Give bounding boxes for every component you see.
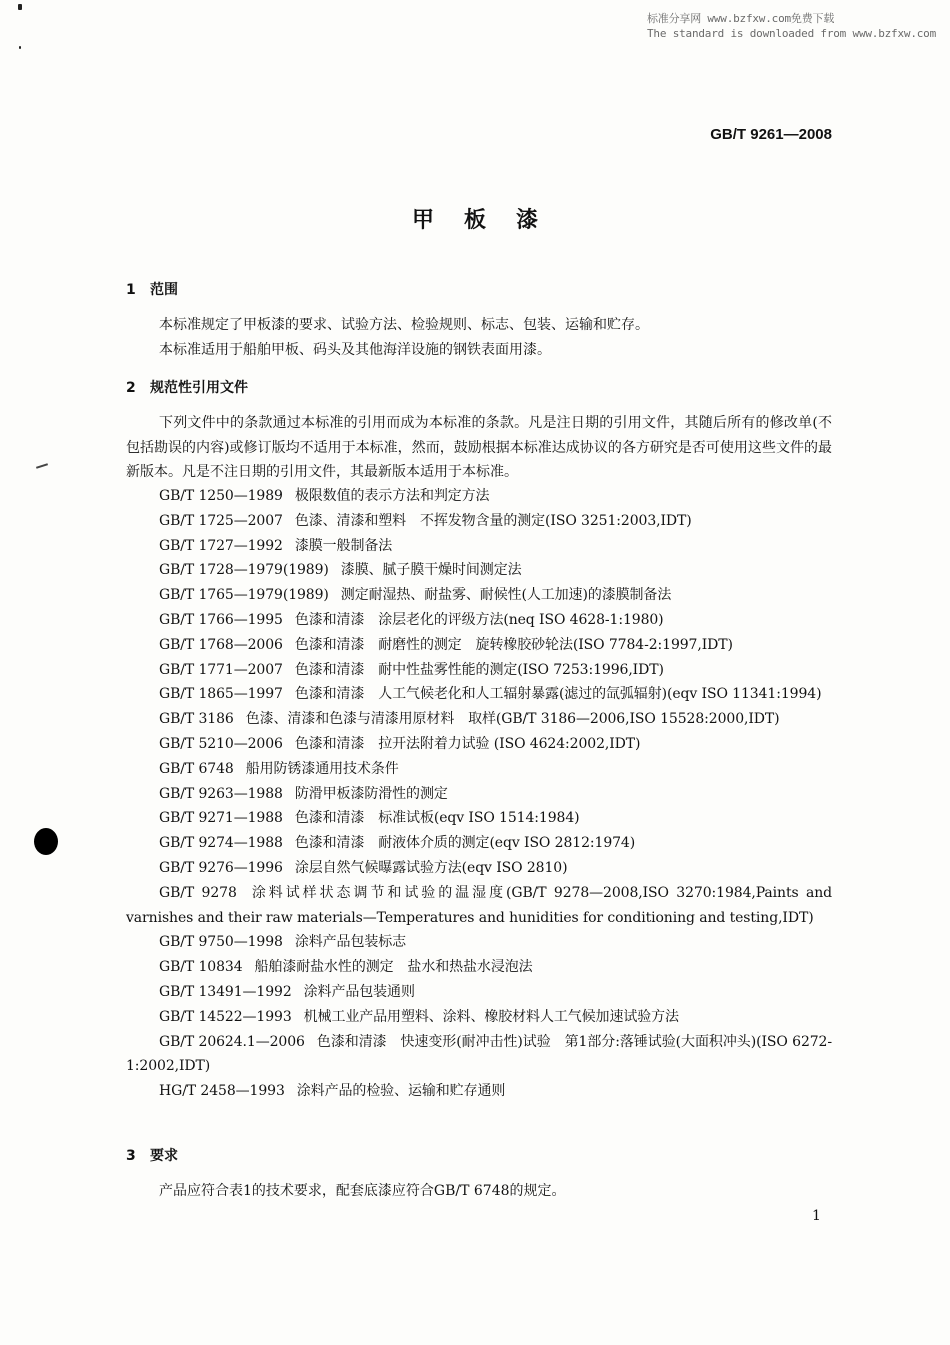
reference-title: 色漆和清漆 耐中性盐雾性能的测定(ISO 7253:1996,IDT)	[294, 661, 664, 678]
reference-item	[126, 1079, 832, 1104]
reference-code: GB/T 14522—1993	[159, 1008, 292, 1025]
reference-code: GB/T 1727—1992	[159, 537, 283, 554]
reference-item	[126, 955, 832, 980]
watermark	[647, 11, 937, 41]
reference-code: GB/T 9271—1988	[159, 810, 283, 827]
reference-code: GB/T 1250—1989	[159, 488, 283, 504]
reference-title: 漆膜、腻子膜干燥时间测定法	[340, 562, 522, 579]
reference-code: GB/T 10834	[159, 959, 243, 976]
reference-code: GB/T 6748	[159, 760, 234, 777]
section-3-paragraph: 产品应符合表1的技术要求，配套底漆应符合GB/T 6748的规定。	[159, 1183, 566, 1199]
reference-title: 涂料产品包装标志	[294, 934, 407, 951]
reference-code: GB/T 9276—1996	[159, 859, 283, 876]
reference-code: GB/T 9274—1988	[159, 835, 283, 852]
section-1-paragraph: 本标准适用于船舶甲板、码头及其他海洋设施的钢铁表面用漆。	[159, 342, 551, 358]
binding-hole	[34, 828, 58, 855]
reference-code: HG/T 2458—1993	[159, 1083, 285, 1100]
reference-item	[126, 881, 832, 931]
reference-code: GB/T 3186	[159, 711, 234, 728]
reference-item	[126, 980, 832, 1005]
section-1-paragraph: 本标准规定了甲板漆的要求、试验方法、检验规则、标志、包装、运输和贮存。	[159, 317, 649, 333]
reference-code: GB/T 1766—1995	[159, 611, 283, 628]
reference-title: 测定耐湿热、耐盐雾、耐候性(人工加速)的漆膜制备法	[340, 587, 672, 604]
scan-speck	[19, 46, 21, 49]
reference-item	[126, 583, 832, 608]
section-2-intro: 下列文件中的条款通过本标准的引用而成为本标准的条款。凡是注日期的引用文件，其随后所有的修改单(不包括勘误的内容)或修订版均不适用于本标准，然而，鼓励根据本标准达成协议的各方研究是否可使用这些文件的最新版本。凡是不注日期的引用文件，其最新版本适用于本标准。	[126, 415, 832, 480]
reference-item	[126, 633, 832, 658]
reference-code: GB/T 1865—1997	[159, 686, 283, 703]
reference-title: 涂料产品包装通则	[303, 983, 415, 1000]
section-1-heading	[126, 279, 178, 299]
reference-title: 色漆和清漆 涂层老化的评级方法(neq ISO 4628-1:1980)	[294, 611, 664, 628]
section-3-heading	[126, 1145, 178, 1165]
page-number: 1	[812, 1208, 821, 1224]
reference-code: GB/T 1768—2006	[159, 636, 283, 653]
reference-item	[126, 732, 832, 757]
reference-title: 涂料试样状态调节和试验的温湿度(GB/T 9278—2008,ISO 3270:1984,Paints and varnishes and their raw materials—Temperatures and hunidities for conditioning and testing,IDT)	[126, 884, 832, 926]
section-title: 范围	[150, 282, 178, 298]
reference-item	[126, 757, 832, 782]
reference-code: GB/T 9263—1988	[159, 785, 283, 802]
reference-code: GB/T 1765—1979(1989)	[159, 587, 329, 604]
reference-item	[126, 831, 832, 856]
reference-title: 船用防锈漆通用技术条件	[245, 760, 399, 777]
section-number: 1	[126, 282, 136, 298]
document-title: 甲板漆	[411, 208, 568, 233]
reference-item	[126, 658, 832, 683]
reference-title: 色漆、清漆和塑料 不挥发物含量的测定(ISO 3251:2003,IDT)	[294, 512, 692, 529]
reference-title: 色漆和清漆 耐液体介质的测定(eqv ISO 2812:1974)	[294, 835, 636, 852]
watermark-line-2: The standard is downloaded from www.bzfxw.com	[647, 27, 937, 40]
reference-item	[126, 1005, 832, 1030]
reference-item	[126, 782, 832, 807]
reference-item	[126, 534, 832, 559]
reference-item	[126, 707, 832, 732]
reference-item	[126, 509, 832, 534]
reference-item	[126, 806, 832, 831]
section-title: 规范性引用文件	[150, 380, 248, 396]
reference-item	[126, 558, 832, 583]
reference-item	[126, 1030, 832, 1080]
reference-code: GB/T 9750—1998	[159, 934, 283, 951]
scan-mark	[36, 463, 48, 469]
section-number: 3	[126, 1148, 136, 1164]
reference-title: 极限数值的表示方法和判定方法	[294, 488, 490, 504]
reference-title: 色漆、清漆和色漆与清漆用原材料 取样(GB/T 3186—2006,ISO 15528:2000,IDT)	[245, 711, 780, 728]
reference-item	[126, 930, 832, 955]
reference-item	[126, 608, 832, 633]
reference-code: GB/T 1725—2007	[159, 512, 283, 529]
section-number: 2	[126, 380, 136, 396]
reference-item	[126, 856, 832, 881]
reference-title: 色漆和清漆 耐磨性的测定 旋转橡胶砂轮法(ISO 7784-2:1997,IDT)	[294, 636, 733, 653]
section-2-heading	[126, 377, 248, 397]
reference-title: 色漆和清漆 人工气候老化和人工辐射暴露(滤过的氙弧辐射)(eqv ISO 11341:1994)	[294, 686, 822, 703]
reference-title: 色漆和清漆 标准试板(eqv ISO 1514:1984)	[294, 810, 580, 827]
reference-title: 涂层自然气候曝露试验方法(eqv ISO 2810)	[294, 859, 568, 876]
reference-code: GB/T 5210—2006	[159, 735, 283, 752]
watermark-line-1: 标准分享网 www.bzfxw.com免费下载	[647, 12, 835, 25]
reference-title: 防滑甲板漆防滑性的测定	[294, 785, 448, 802]
reference-list	[126, 484, 832, 1104]
reference-code: GB/T 1771—2007	[159, 661, 283, 678]
standard-code: GB/T 9261—2008	[710, 126, 832, 143]
reference-title: 色漆和清漆 拉开法附着力试验 (ISO 4624:2002,IDT)	[294, 735, 641, 752]
reference-code: GB/T 20624.1—2006	[159, 1033, 305, 1050]
reference-title: 机械工业产品用塑料、涂料、橡胶材料人工气候加速试验方法	[303, 1008, 679, 1025]
reference-title: 色漆和清漆 快速变形(耐冲击性)试验 第1部分:落锤试验(大面积冲头)(ISO 6272-1:2002,IDT)	[126, 1033, 832, 1075]
scan-speck	[18, 4, 22, 10]
reference-title: 船舶漆耐盐水性的测定 盐水和热盐水浸泡法	[254, 959, 533, 976]
reference-title: 漆膜一般制备法	[294, 537, 393, 554]
reference-item	[126, 682, 832, 707]
reference-code: GB/T 9278	[159, 884, 237, 901]
reference-title: 涂料产品的检验、运输和贮存通则	[296, 1083, 506, 1100]
reference-code: GB/T 13491—1992	[159, 983, 292, 1000]
section-title: 要求	[150, 1148, 178, 1164]
reference-code: GB/T 1728—1979(1989)	[159, 562, 329, 579]
reference-item	[126, 484, 832, 509]
